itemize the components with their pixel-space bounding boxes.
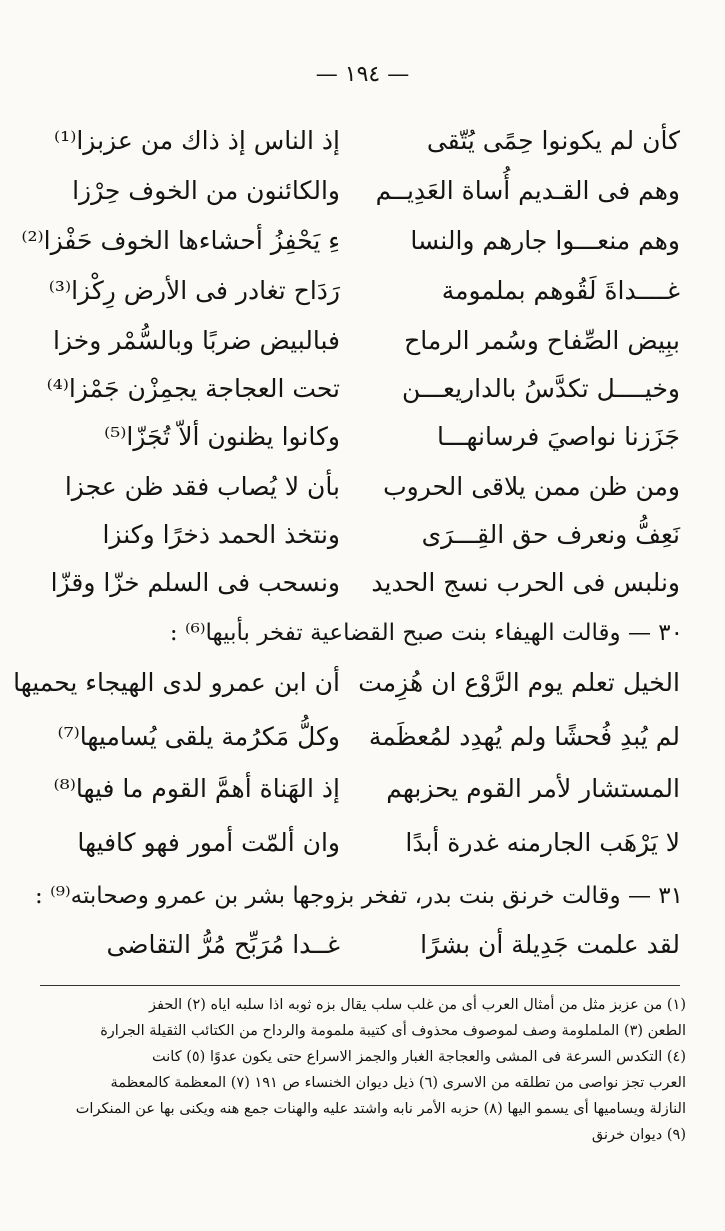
verse-line [40, 168, 680, 214]
verse-second-hemistich: إذ الناس إذ ذاك من عزبزا⁽¹⁾ [54, 126, 340, 155]
verse-second-hemistich: وكلُّ مَكرُمة يلقى يُساميها⁽⁷⁾ [57, 722, 340, 751]
verse-first-hemistich: لقد علمت جَدِيلة أن بشرًا [420, 930, 680, 959]
verse-line [40, 766, 680, 812]
verse-line [40, 560, 680, 606]
verse-line [40, 714, 680, 760]
footnote-line: العرب تجز نواصى من تطلقه من الاسرى (٦) ذيل ديوان الخنساء ص ١٩١ (٧) المعظمة كالمعظمة [110, 1075, 686, 1091]
footnote-line: الطعن (٣) الململومة وصف لموصوف محذوف أى كتيبة ملمومة والرداح من الكتائب الثقيلة الجرارة [100, 1023, 686, 1039]
footnote-line: (٤) التكدس السرعة فى المشى والعجاجة الغبار والجمز الاسراع حتى يكون عدوًا (٥) كانت [152, 1049, 686, 1065]
verse-line [40, 268, 680, 314]
verse-second-hemistich: بأن لا يُصاب فقد ظن عجزا [64, 472, 340, 501]
poem-heading-31: ٣١ — وقالت خرنق بنت بدر، تفخر بزوجها بشر بن عمرو وصحابته⁽⁹⁾ : [35, 883, 683, 909]
verse-first-hemistich: الخيل تعلم يوم الرَّوْع ان هُزِمت [358, 668, 680, 697]
verse-line [40, 118, 680, 164]
verse-first-hemistich: غــــداةَ لَقُوهم بملمومة [441, 276, 680, 305]
verse-first-hemistich: ومن ظن ممن يلاقى الحروب [383, 472, 680, 501]
verse-second-hemistich: وان ألمّت أمور فهو كافيها [77, 828, 340, 857]
verse-second-hemistich: ءِ يَحْفِزُ أحشاءها الخوف حَفْزا⁽²⁾ [21, 226, 340, 255]
footnotes [38, 992, 686, 1148]
verse-second-hemistich: تحت العجاجة يجمِزْن جَمْزا⁽⁴⁾ [46, 374, 340, 403]
verse-second-hemistich: فبالبيض ضربًا وبالسُّمْر وخزا [53, 326, 340, 355]
verse-first-hemistich: جَزَزنا نواصيَ فرسانهـــا [436, 422, 680, 451]
verse-second-hemistich: أن ابن عمرو لدى الهيجاء يحميها [13, 668, 340, 697]
verse-second-hemistich: وكانوا يظنون ألاّ تُجَزّا⁽⁵⁾ [104, 422, 340, 451]
footnote-line: (٩) ديوان خرنق [591, 1127, 686, 1143]
verse-line [21, 218, 680, 264]
footnote-line: (١) من عزبز مثل من أمثال العرب أى من غلب سلب يقال بزه ثوبه اذا سلبه اياه (٢) الحفز [149, 997, 686, 1013]
verse-second-hemistich: والكائنون من الخوف حِرْزا [72, 176, 340, 205]
footnote-divider [40, 985, 680, 986]
verse-first-hemistich: وهم منعـــوا جارهم والنسا [410, 226, 680, 255]
verse-first-hemistich: لم يُبدِ فُحشًا ولم يُهدِد لمُعظَمة [368, 722, 680, 751]
poem-heading-30: ٣٠ — وقالت الهيفاء بنت صبح القضاعية تفخر بأبيها⁽⁶⁾ : [169, 620, 683, 646]
verse-line [40, 820, 680, 866]
verse-second-hemistich: غــدا مُرَبِّح مُرُّ التقاضى [106, 930, 340, 959]
verse-first-hemistich: نَعِفُّ ونعرف حق القِـــرَى [421, 520, 680, 549]
footnote-line: النازلة ويساميها أى يسمو اليها (٨) حزبه الأمر نابه واشتد عليه والهنات جمع هنه ويكنى بها عن المنكرات [75, 1101, 686, 1117]
verse-second-hemistich: ونسحب فى السلم خزّا وقزّا [50, 568, 340, 597]
verse-line [40, 464, 680, 510]
verse-line [40, 414, 680, 460]
verse-first-hemistich: كأن لم يكونوا حِمًى يُتّقى [426, 126, 680, 155]
verse-first-hemistich: لا يَرْهَب الجارمنه غدرة أبدًا [405, 828, 680, 857]
verse-line [40, 318, 680, 364]
verse-first-hemistich: ونلبس فى الحرب نسج الحديد [371, 568, 680, 597]
verse-line [40, 366, 680, 412]
verse-line [13, 660, 680, 706]
verse-first-hemistich: المستشار لأمر القوم يحزبهم [386, 774, 680, 803]
verse-first-hemistich: ببِيض الصِّفاح وسُمر الرماح [404, 326, 680, 355]
page-number: — ١٩٤ — [315, 62, 410, 87]
verse-second-hemistich: إذ الهَناة أهمَّ القوم ما فيها⁽⁸⁾ [53, 774, 340, 803]
verse-first-hemistich: وخيــــل تكدَّسُ بالداريعـــن [402, 374, 680, 403]
verse-line [40, 922, 680, 968]
verse-second-hemistich: ونتخذ الحمد ذخرًا وكنزا [102, 520, 340, 549]
verse-second-hemistich: رَدَاح تغادر فى الأرض رِكْزا⁽³⁾ [48, 276, 340, 305]
verse-line [40, 512, 680, 558]
verse-first-hemistich: وهم فى القـديم أُساة العَدِيــم [375, 176, 680, 205]
